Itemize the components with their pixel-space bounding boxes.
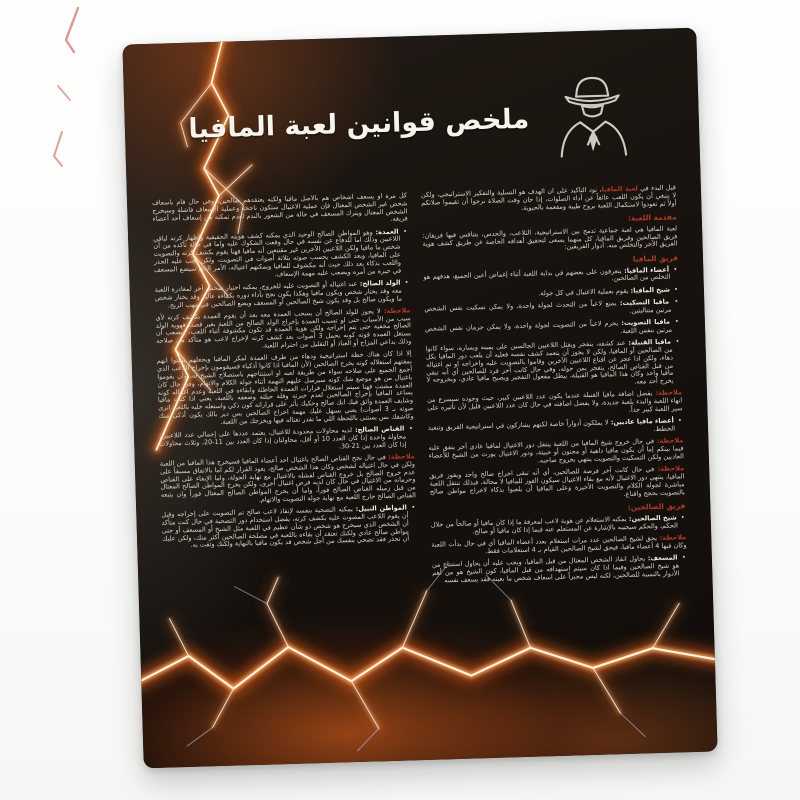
note-paragraph (160, 453, 416, 507)
body-text: مافيا التسكيت: (616, 297, 670, 308)
title-row (122, 28, 700, 175)
rule-bullet (425, 338, 681, 392)
paragraph (421, 184, 677, 215)
body-text: يقوم بعملية الاغتيال في كل جولة. (538, 286, 629, 298)
note-paragraph (429, 465, 685, 504)
column-left (152, 192, 417, 555)
body-text: عند كشفه، ينفجر ويقتل اللاعبين الجالسين على يمينه ويساره، سواء كانوا من الصالحين أو المافيا، ولكن لا يجوز أن يتعمد كشف نفسه فعليه أن يلعب دور المافيا بكل دهاء، ولكن اذا عجز عن اقناع اللاعبين الآخرين وقاموا بالتصويت عليه واخراجه او تم اغتياله من قبل القناص الصالح، ينفجر بمن حوله، وفي حال كانت آخر فرد للصالحين أي أنه تبقى مافيا واحد وكان هذا المافيا هو القنبلة، يبطل مفعول التفجير ويصبح مافيا عادي، وبخروجه لا يخرج أحد معه. (425, 338, 674, 386)
body-text: في حال كانت آخر فرصة للصالحين، أي أنه تبقى اخراج صالح واحد ويفوز فريق المافيا، ينتهي دور الاغتيال لأنه مع بقاء الاغتيال سيكون الفوز للمافيا لا محالة، فبذلك تنتقل اللعبة مباشرة لجولة الكلام والتصويت الأخيرة وعلى المافيا أن يلعبوا بذكاء لاخراج مواطن صالح بالتصويت بحجج واقناع. (429, 465, 686, 498)
note-paragraph (427, 390, 683, 421)
bullet-marker: • (678, 513, 685, 522)
body-text: في حال نجح القناص الصالح باغتيال احد أعضاء المافيا فسيخرج هذا المافيا من اللعبة ولكن في حال اغتياله لشخص وكان هذا الشخص صالح، يعود القرار لكم اما بالاتفاق مسبقاً على عدم خروج الصالح بل خروج القناص لفشله بالاغتيال مع نهاية الجولة، واما الإبقاء على القناص وحرمانه من الاغتيال في حال كان لديه فرص اغتيال أخرى، ولكن يخرج المواطن الصالح المغتال من قبل زميله القناص الصالح فوراً، واما أن يخرج المواطن الصالح المغتال فوراً وان يتبعه القناص الصالح خارج اللعبة مع نهاية جولة التصويت والاتهام. (159, 452, 416, 504)
highlighted-text: ملاحظة: (385, 452, 415, 461)
bullet-marker: • (406, 424, 414, 433)
body-text: إلا اذا كان هناك خطة استراتيجية ودهاء من طرف العمدة لمكر المافيا ويجعلهم يظنوا انهم بمقتهم استغلاله كونه يخرج الصالحين (لأن المافيا اذا كانوا أذكياء فسيقومون بإخراج اللاعب الذي أجمع الجميع على صلاحه سواء من طريقة لعبه او استنتاجهم باستصلاح الشيخ له، وان يقوموا باغتيال من هو موضع شك كونه سيرسل عليهم التهمة أثناء جولة الكلام والاتهام، وفي حال كان العمدة مشتت فهنا سيتم استغلال قرارات العمدة الخاطئة وابقاءه في اللعبة وعدم اغتياله كونه يساعد المافيا بإخراج الصالحين لعدم خبرته وقلة حيلته وضعفه باللعبة، يعني اذا كنت مافيا وشايف العمدة واثق فيك انك صالح وحكيك بأثر على قراراته كون ذكي واستغله خليه باللعبة اترى صوته بـ 3 أصوات) يعني بسهل عليك مهمة اخراج الصالحين بس دير بالك يكون أذكى منك وكاشفك بس بستنى باللحظة اللي ما تقدر تغتاله فيها ويخرجك من اللعبة. (156, 349, 414, 426)
bullet-marker: • (675, 416, 682, 425)
body-text: لديه محاولات محدودة للاغتيال، يعتمد عددها على إجمالي عدد اللاعبين: محاولة واحدة إذا كان العدد 10 أو أقل، محاولتان إذا كان العدد بين 11-20، وثلاث محاولات إذا كان العدد بين 21-30. (158, 426, 407, 451)
body-text: القناص الصالح: (351, 424, 405, 435)
highlighted-text: ملاحظة: (654, 464, 685, 474)
body-text: يمكنه التضحية بنفسه لإنقاذ لاعب صالح تم التصويت على إخراجه وقبل أن يقوم اللاعب المصوت عليه بكشف كرته، يفضل استخدام دور التضحية في حال كنت متأكد أن الشخص الذي سيخرج هو شخص ذو شأن عظيم في اللعبة مثل الشيخ أو المسعف أو حتى مواطن صالح عادي ولكنك تعتقد أن بقاءه باللعبة في مصلحة الصالحين أكثر منك، ولكن عليك أن تحذر فقد تضحي بنفسك من أجل شخص قد يكون مافيا بالنهاية ولكنك وثقت به. (161, 505, 410, 550)
body-text: يفضل اضافة مافيا القنبلة عندما يكون عدد اللاعبين كبير، حيث وجوده سيسرع من انهاء اللعبة والبدء بلعبة جديدة، ولا يفضل اضافته في حال كان عدد اللاعبين قليل لأن تأثيره على سير اللعبة كبير جداً. (426, 389, 683, 414)
body-text: الولد الصالح: (357, 278, 401, 288)
card-surface (122, 28, 717, 769)
body-text: يحاول انقاذ الشخص المغتال من قبل المافيا، ويجب عليه أن يحاول استنتاج من هو شيخ الصالحين وفيما اذا كان سيتم استهدافه من قبل المافيا، كون الشيخ هو من أهم الأدوار بالنسبة للصالحين، لكنه ليس مجبراً على اسعاف شخص ما بعينه فقد يسعف نفسه (431, 554, 680, 584)
rule-bullet (153, 228, 409, 282)
tie-shape (589, 132, 598, 152)
body-text: قبل البدء في (637, 183, 676, 193)
background-red-marks (48, 0, 138, 200)
paragraph (152, 192, 408, 231)
bullet-marker: • (402, 278, 409, 287)
highlighted-text: مقدمة اللعبة: (627, 212, 677, 224)
highlighted-text: ملاحظة: (656, 533, 687, 542)
highlighted-text: ملاحظة: (652, 388, 683, 398)
rules-card (122, 28, 717, 769)
body-text: مافيا التصويت: (617, 317, 671, 328)
highlighted-text: ملاحظة: (380, 306, 411, 315)
bullet-marker: • (670, 264, 678, 274)
rule-bullet (155, 279, 411, 310)
body-text: يمنع لاعباً من التحدث لجولة واحدة، ولا يمكن تسكيت نفس الشخص مرتين متتاليتين. (424, 299, 672, 315)
body-text: يمكنه الاستعلام عن هوية لاعب لمعرفة ما إذا كان مافيا أو صالحاً من خلال الحكم، والحكم سيجيبه بالإشارة عن المستعلم عنه فيما إذا كان مافيا أو صالح. (430, 514, 679, 536)
body-text: عند اغتياله أو التصويت عليه للخروج، يمكنه اختيار شخص آخر لمغادرة اللعبة معه وقد يختار شخص ويكون مافيا وهكذا يكون نجح بأداء دوره بكفاءة عالية وقد يختار شخص ما ويكون صالح بل وقد يكون شيخ الصالحين أو المسعف ويضع الصالحين في مهب الريح. (154, 279, 403, 309)
bullet-marker: • (671, 284, 678, 294)
bullet-marker: • (672, 337, 680, 346)
body-text: المواطن النبيل: (352, 503, 407, 514)
body-text: في حال خروج شيخ المافيا من اللعبة ينتقل دور الاغتيال لمافيا عادي آخر يتفق عليه فيما بينكم إما أن يكون مافيا داهية أو مجنون أو خبيثة، ودور الاغتيال يورث من الشيخ للأعضاء العاديين ولكن التسكيت والتصويت ينتهي بخروج صاحبه. (428, 437, 684, 465)
body-text: المسعف: (644, 553, 678, 563)
body-text: وهو المواطن الصالح الوحيد الذي يمكنه كشف هويته الحقيقية وإظهار كرته لباقي اللاعبين وذلك اما للدفاع عن نفسه في حال وقعت الشكوك عليه واما في حالة تأكده من أن شخص ما مافيا ولكن اللاعبين الآخرين غير مقتنعين أنه مافيا فهنا يقوم بكشف كرته والتصويت على المافيا، وبعد الكشف يحسب صوته بثلاثة أصوات في التصويت، ولكن يجب عليه الحذر واللعب بذكاء بعد ذلك حيث أنه مكشوف للمافيا ويمكنهم اغتياله، الأمر الذي سيضع المسعف في حيرة من أمره ويصعب عليه مهمة الإسعاف. (153, 228, 402, 278)
rule-bullet (161, 504, 417, 551)
mafia-man-icon (550, 72, 637, 162)
paragraph (422, 225, 678, 256)
page-title: ملخص قوانين لعبة المافيا (188, 103, 530, 145)
body-text: يحق لشيخ الصالحين عدد مرات استعلام بعدد أعضاء المافيا أي في حال بدأت اللعبة وكان فيها 4 أعضاء مافيا، فيحق لشيخ الصالحين القيام بـ 4 استعلامات فقط. (431, 533, 687, 555)
body-text: كل مرة او يسعف أشخاص هم بالأصل مافيا ولكنه يعتقدهم صالحين، وفي حال قام باسعاف شخص غير الشخص المغتال فإن عملية الاغتيال ستكون ناجحة وعملية الإسعاف فاشلة وسيخرج الشخص المغتال ويترك المسعف في حالة من الشعور بالندم لعدم تمكنه من إسعاف أحد أعضاء فريقه. (151, 191, 408, 224)
body-text: العمدة: (372, 227, 399, 237)
body-text: شيخ الصالحين: (626, 513, 677, 523)
highlighted-text: فريق المافيا (632, 253, 679, 264)
bullet-marker: • (670, 297, 679, 306)
bullet-marker: • (400, 227, 408, 236)
body-text: يحرم لاعباً من التصويت لجولة واحدة، ولا يمكن حرمان نفس الشخص مرتين بنفس اللعبة. (424, 319, 673, 335)
note-paragraph (155, 307, 411, 354)
note-paragraph (428, 438, 684, 469)
body-text: لعبة المافيا هي لعبة جماعية تدمج بين الاستراتيجية، التلاعب، والحدس، يتنافس فيها فريقان: فريق الصالحين وفريق المافيا، كل منهما يسعى لتحقيق أهدافه الخاصة عن طريق كشف هوية الفريق الآخر والتخلص منه. أدوار الفريقين: (422, 224, 678, 252)
bullet-marker: • (408, 503, 416, 512)
rule-bullet (432, 554, 688, 585)
body-text: مافيا القنبلة: (625, 337, 672, 347)
rules-columns (127, 184, 716, 701)
card-content (122, 28, 717, 769)
column-right (421, 184, 688, 589)
body-text: لا يملكون أدواراً خاصة لكنهم يشاركون في استراتيجية الفريق وتنفيذ الخطط. (427, 418, 676, 434)
highlighted-text: ملاحظة: (654, 436, 684, 446)
body-text: أعضاء المافيا: (621, 265, 670, 275)
body-text: ، نود التأكيد على أن الهدف هو التسلية والتفكير الاستراتيجي، ولكن لا ينبغي أن يكون اللعب عائقاً عن أداء الصلوات، إذا حان وقت الصلاة نرجوا أن تقيموا صلاتكم أولاً ثم تعودوا لاستكمال اللعبة بروح طيبة ومفعمة بالحيوية. (420, 185, 677, 212)
highlighted-text: لعبة المافيا (601, 184, 638, 194)
bullet-marker: • (671, 317, 679, 326)
highlighted-text: فريق الصالحين: (627, 501, 686, 513)
body-text: شيخ المافيا: (628, 285, 671, 295)
body-text: أعضاء مافيا عاديين: (608, 416, 674, 427)
body-text: يتعرفون على بعضهم في بداية اللعبة أثناء إغماض أعين الجميع، هدفهم هو التخلص من الصالحين. (423, 266, 671, 283)
bullet-marker: • (679, 553, 686, 562)
body-text: لا يجوز للولد الصالح أن يسحب العمدة معه بعد أن يقوم العمدة بكشف كرته لأي سبب من الأسباب حتى لو تسبب العمدة بإخراج الولد الصالح من اللعبة بغير قصد، فهوية الولد الصالح مخفية حتى يتم إخراجه ولكن هوية العمدة قد تكون مكشوفة أثناء اللعب، ويصعب أن يستغل العمدة قوته كونه يحمل 3 أصوات بعد كشف كرته لإخراج لاعب هو متأكد من صلاحه وذلك بداعي المزاح أو العناد أو التقليل من احترام اللعبة. (155, 306, 412, 350)
rule-bullet (159, 425, 415, 456)
paragraph (157, 351, 414, 429)
